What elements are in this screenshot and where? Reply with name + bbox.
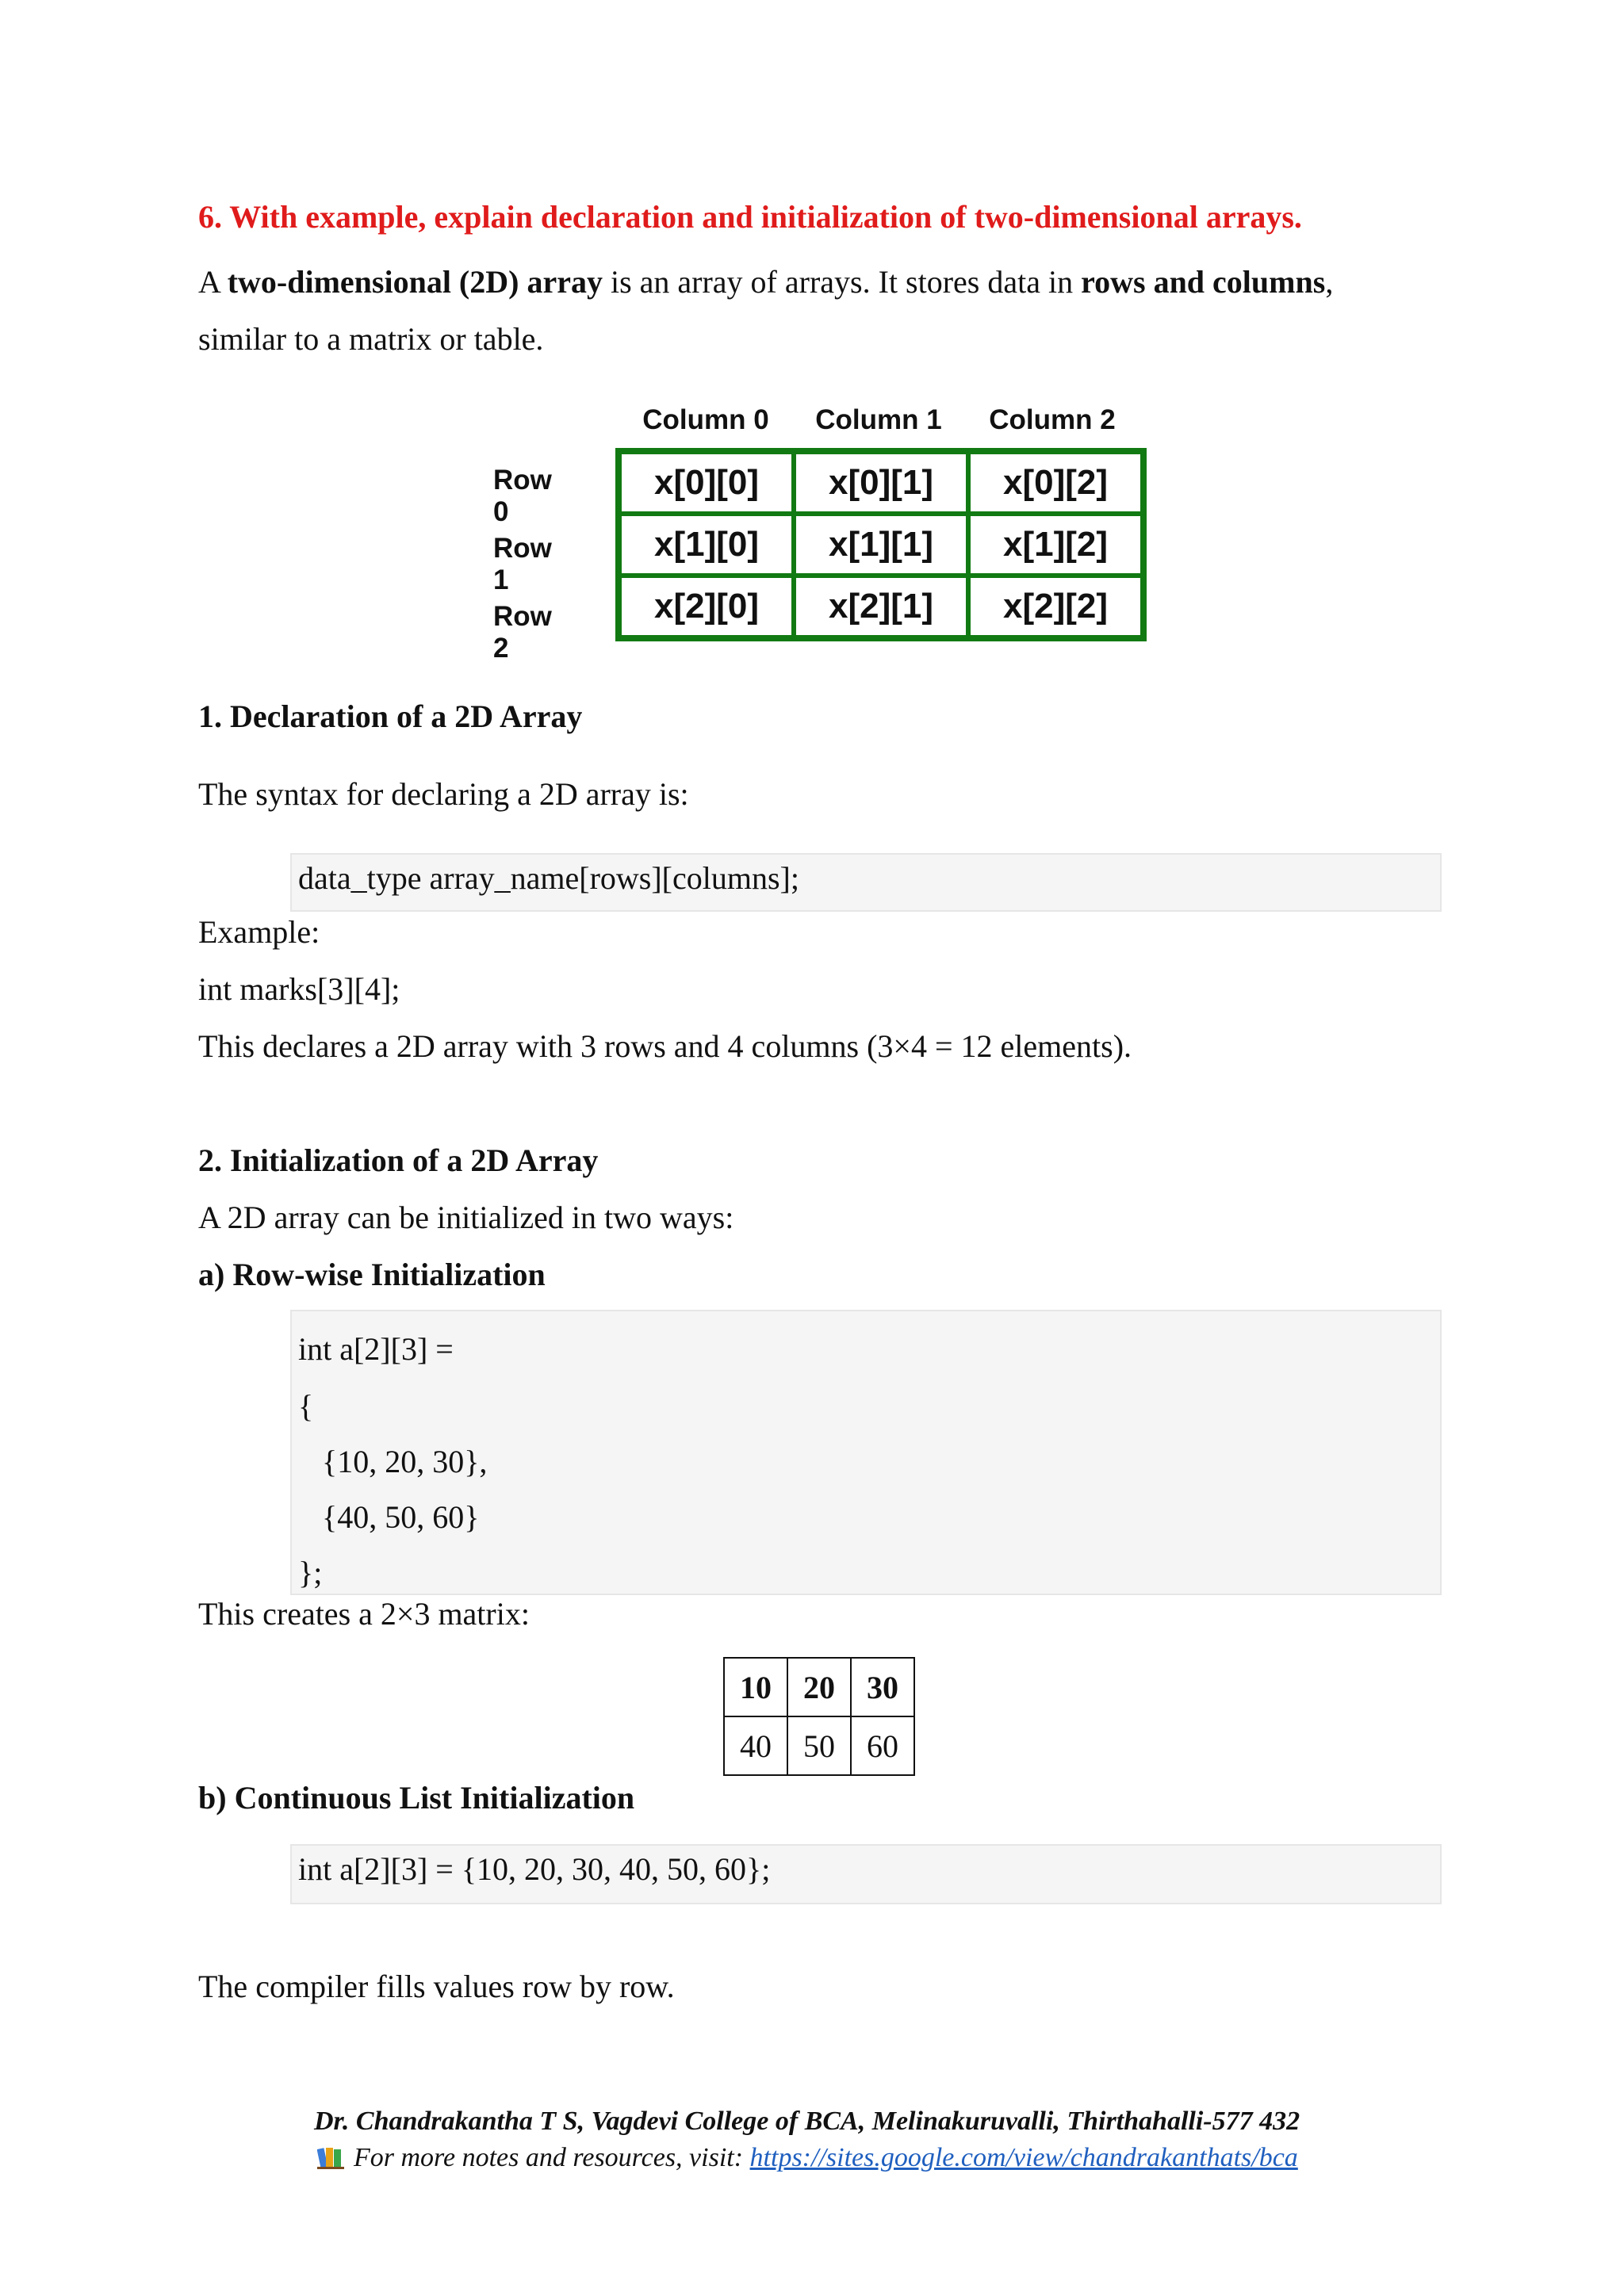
intro-a: A — [198, 264, 228, 300]
code-line: { — [298, 1388, 314, 1424]
continuous-code-box — [290, 1844, 1442, 1904]
footer-resources-prefix: For more notes and resources, visit: — [354, 2143, 750, 2172]
syntax-code-box — [290, 853, 1442, 912]
grid-cell: x[0][1] — [794, 452, 968, 514]
footer-link[interactable]: https://sites.google.com/view/chandrakanthats/bca — [749, 2143, 1298, 2172]
syntax-code: data_type array_name[rows][columns]; — [298, 860, 799, 896]
matrix-cell: 20 — [787, 1658, 851, 1716]
rowwise-code-box — [290, 1310, 1442, 1595]
grid-cell: x[0][0] — [619, 452, 794, 514]
rowwise-heading: a) Row-wise Initialization — [198, 1257, 546, 1292]
intro-mid: is an array of arrays. It stores data in — [602, 264, 1082, 300]
column-0-label: Column 0 — [642, 404, 769, 435]
closing-text: The compiler fills values row by row. — [198, 1969, 675, 2004]
example-label: Example: — [198, 914, 320, 950]
continuous-heading: b) Continuous List Initialization — [198, 1780, 635, 1816]
continuous-code: int a[2][3] = {10, 20, 30, 40, 50, 60}; — [298, 1851, 771, 1887]
matrix-row — [724, 1658, 914, 1716]
matrix-row — [724, 1716, 914, 1775]
grid-cell: x[2][0] — [619, 576, 794, 637]
intro-term: two-dimensional (2D) array — [227, 264, 603, 300]
initialization-heading: 2. Initialization of a 2D Array — [198, 1142, 599, 1178]
row-1-label: Row 1 — [493, 533, 552, 595]
column-1-label: Column 1 — [815, 404, 942, 435]
intro-rows-columns: rows and columns — [1081, 264, 1326, 300]
intro-end: , — [1325, 264, 1334, 300]
declaration-syntax-intro: The syntax for declaring a 2D array is: — [198, 776, 689, 812]
grid-cell: x[1][2] — [968, 514, 1143, 576]
example-code: int marks[3][4]; — [198, 971, 400, 1007]
matrix-cell: 30 — [851, 1658, 914, 1716]
column-2-label: Column 2 — [989, 404, 1116, 435]
grid-cell: x[2][2] — [968, 576, 1143, 637]
books-icon — [317, 2144, 344, 2168]
intro-line-1 — [198, 263, 1333, 301]
matrix-cell: 50 — [787, 1716, 851, 1775]
declaration-heading: 1. Declaration of a 2D Array — [198, 698, 583, 734]
array-grid — [615, 448, 1147, 641]
matrix-cell: 40 — [724, 1716, 787, 1775]
footer-author: Dr. Chandrakantha T S, Vagdevi College of BCA, Melinakuruvalli, Thirthahalli-577 432 — [314, 2107, 1300, 2136]
question-title: 6. With example, explain declaration and initialization of two-dimensional arrays. — [198, 199, 1302, 235]
matrix-cell: 60 — [851, 1716, 914, 1775]
declaration-explanation: This declares a 2D array with 3 rows and 4 columns (3×4 = 12 elements). — [198, 1028, 1132, 1064]
matrix-intro: This creates a 2×3 matrix: — [198, 1596, 530, 1632]
grid-cell: x[1][0] — [619, 514, 794, 576]
grid-cell: x[1][1] — [794, 514, 968, 576]
footer-resources — [317, 2141, 1298, 2175]
grid-cell: x[2][1] — [794, 576, 968, 637]
matrix-cell: 10 — [724, 1658, 787, 1716]
code-line: int a[2][3] = — [298, 1331, 454, 1367]
row-0-label: Row 0 — [493, 465, 552, 527]
row-2-label: Row 2 — [493, 601, 552, 664]
initialization-intro: A 2D array can be initialized in two ways: — [198, 1200, 734, 1235]
code-line: }; — [298, 1555, 323, 1590]
grid-cell: x[0][2] — [968, 452, 1143, 514]
matrix-table — [723, 1657, 915, 1776]
intro-line-2: similar to a matrix or table. — [198, 321, 544, 357]
code-line: {40, 50, 60} — [298, 1499, 480, 1535]
code-line: {10, 20, 30}, — [298, 1444, 488, 1479]
